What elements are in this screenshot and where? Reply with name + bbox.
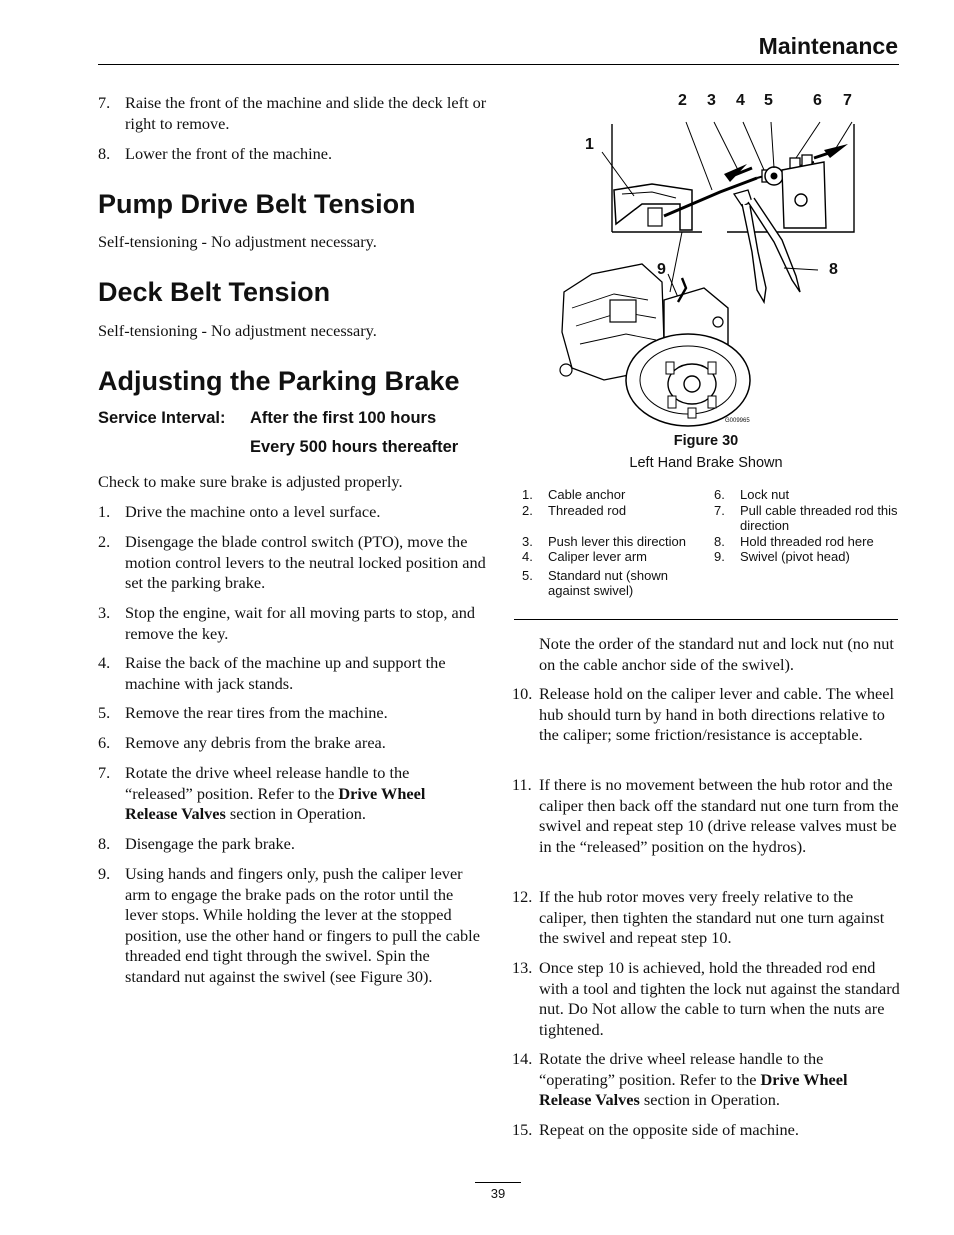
- step-number: 15.: [512, 1120, 533, 1139]
- step-text: Raise the back of the machine up and support the machine with jack stands.: [125, 653, 446, 693]
- legend-text: Swivel (pivot head): [740, 549, 850, 564]
- step-number: 11.: [512, 775, 532, 794]
- step-number: 9.: [98, 864, 111, 883]
- legend-text: Pull cable threaded rod this direction: [740, 503, 898, 533]
- header-rule: [98, 64, 899, 65]
- step-text: If there is no movement between the hub rotor and the caliper then back off the standard nut one turn from the swivel and repeat step 10 (drive release valves must be in the “released” position on the hydros).: [539, 775, 899, 856]
- drive-wheel-release-ref: Drive Wheel Release Valves: [539, 1069, 848, 1109]
- callout-1: 1: [585, 136, 594, 153]
- callout-9: 9: [657, 261, 666, 278]
- legend-number: 7.: [714, 503, 725, 518]
- step-number: 7.: [98, 763, 111, 782]
- step-text: If the hub rotor moves very freely relative to the caliper, then tighten the standard nut one turn against the swivel and repeat step 10.: [539, 887, 885, 947]
- step-text: Rotate the drive wheel release handle to the “released” position. Refer to the Drive Wheel Release Valves section in Operation.: [125, 763, 426, 823]
- step-text: Disengage the blade control switch (PTO), move the motion control levers to the neutral locked position and set the parking brake.: [125, 532, 486, 592]
- callout-3: 3: [707, 92, 716, 109]
- step-number: 3.: [98, 603, 111, 622]
- legend-text: Threaded rod: [548, 503, 627, 518]
- step-number: 14.: [512, 1049, 533, 1068]
- step-text: Rotate the drive wheel release handle to the “operating” position. Refer to the Drive Wheel Release Valves section in Operation.: [539, 1049, 848, 1109]
- pump-belt-heading: Pump Drive Belt Tension: [98, 189, 416, 219]
- step-text: Stop the engine, wait for all moving parts to stop, and remove the key.: [125, 603, 475, 643]
- figure-rule: [514, 619, 898, 620]
- step-text: Release hold on the caliper lever and cable. The wheel hub should turn by hand in both directions relative to the caliper; some friction/resistance is acceptable.: [539, 684, 895, 744]
- step-number: 12.: [512, 887, 533, 906]
- note-text: Note the order of the standard nut and lock nut (no nut on the cable anchor side of the swivel).: [539, 634, 894, 674]
- footer-rule: [475, 1182, 521, 1183]
- legend-text: Cable anchor: [548, 487, 626, 502]
- step-text: Lower the front of the machine.: [125, 144, 333, 163]
- step-number: 13.: [512, 958, 533, 977]
- step-text: Once step 10 is achieved, hold the threaded rod end with a tool and tighten the lock nut against the standard nut. Do Not allow the cable to turn when the nuts are tightened.: [539, 958, 900, 1039]
- step-text: Remove the rear tires from the machine.: [125, 703, 388, 722]
- step-text: Disengage the park brake.: [125, 834, 295, 853]
- legend-text: Lock nut: [740, 487, 790, 502]
- step-number: 1.: [98, 502, 111, 521]
- legend-number: 8.: [714, 534, 725, 549]
- service-interval-recurring: Every 500 hours thereafter: [250, 438, 459, 456]
- step-text: Repeat on the opposite side of machine.: [539, 1120, 799, 1139]
- service-interval-label: Service Interval:: [98, 409, 226, 427]
- step-number: 4.: [98, 653, 111, 672]
- step-number: 6.: [98, 733, 111, 752]
- legend-number: 2.: [522, 503, 533, 518]
- step-text: Raise the front of the machine and slide the deck left or right to remove.: [125, 93, 487, 133]
- callout-7: 7: [843, 92, 852, 109]
- step-text: Remove any debris from the brake area.: [125, 733, 386, 752]
- pump-belt-text: Self-tensioning - No adjustment necessary.: [98, 232, 377, 251]
- legend-text: Caliper lever arm: [548, 549, 647, 564]
- callout-8: 8: [829, 261, 838, 278]
- figure-code: G009965: [725, 418, 750, 424]
- step-number: 2.: [98, 532, 111, 551]
- legend-number: 3.: [522, 534, 533, 549]
- section-header: Maintenance: [758, 33, 898, 59]
- step-number: 7.: [98, 93, 111, 112]
- deck-belt-heading: Deck Belt Tension: [98, 277, 331, 307]
- legend-text: Push lever this direction: [548, 534, 687, 549]
- figure-label: Figure 30: [673, 433, 739, 449]
- legend-text: Hold threaded rod here: [740, 534, 874, 549]
- legend-number: 6.: [714, 487, 725, 502]
- brake-figure-illustration: [552, 112, 862, 428]
- callout-6: 6: [813, 92, 822, 109]
- callout-4: 4: [736, 92, 745, 109]
- service-interval-first: After the first 100 hours: [250, 409, 437, 427]
- step-number: 10.: [512, 684, 533, 703]
- callout-5: 5: [764, 92, 773, 109]
- page-number: 39: [490, 1186, 506, 1201]
- deck-belt-text: Self-tensioning - No adjustment necessary.: [98, 321, 377, 340]
- step-text: Drive the machine onto a level surface.: [125, 502, 381, 521]
- step-number: 5.: [98, 703, 111, 722]
- legend-text: Standard nut (shown against swivel): [548, 568, 668, 598]
- legend-number: 5.: [522, 568, 533, 583]
- callout-2: 2: [678, 92, 687, 109]
- step-number: 8.: [98, 144, 111, 163]
- check-text: Check to make sure brake is adjusted properly.: [98, 472, 403, 491]
- legend-number: 9.: [714, 549, 725, 564]
- legend-number: 4.: [522, 549, 533, 564]
- drive-wheel-release-ref: Drive Wheel Release Valves: [125, 783, 426, 823]
- step-number: 8.: [98, 834, 111, 853]
- step-text: Using hands and fingers only, push the caliper lever arm to engage the brake pads on the rotor until the lever stops. While holding the lever at the stopped position, use the other hand or fingers to pull the cable threaded end tight through the swivel. Spin the standard nut against the swivel (see Figure 30).: [125, 864, 480, 986]
- parking-brake-heading: Adjusting the Parking Brake: [98, 366, 460, 396]
- legend-number: 1.: [522, 487, 533, 502]
- figure-caption: Left Hand Brake Shown: [629, 455, 783, 471]
